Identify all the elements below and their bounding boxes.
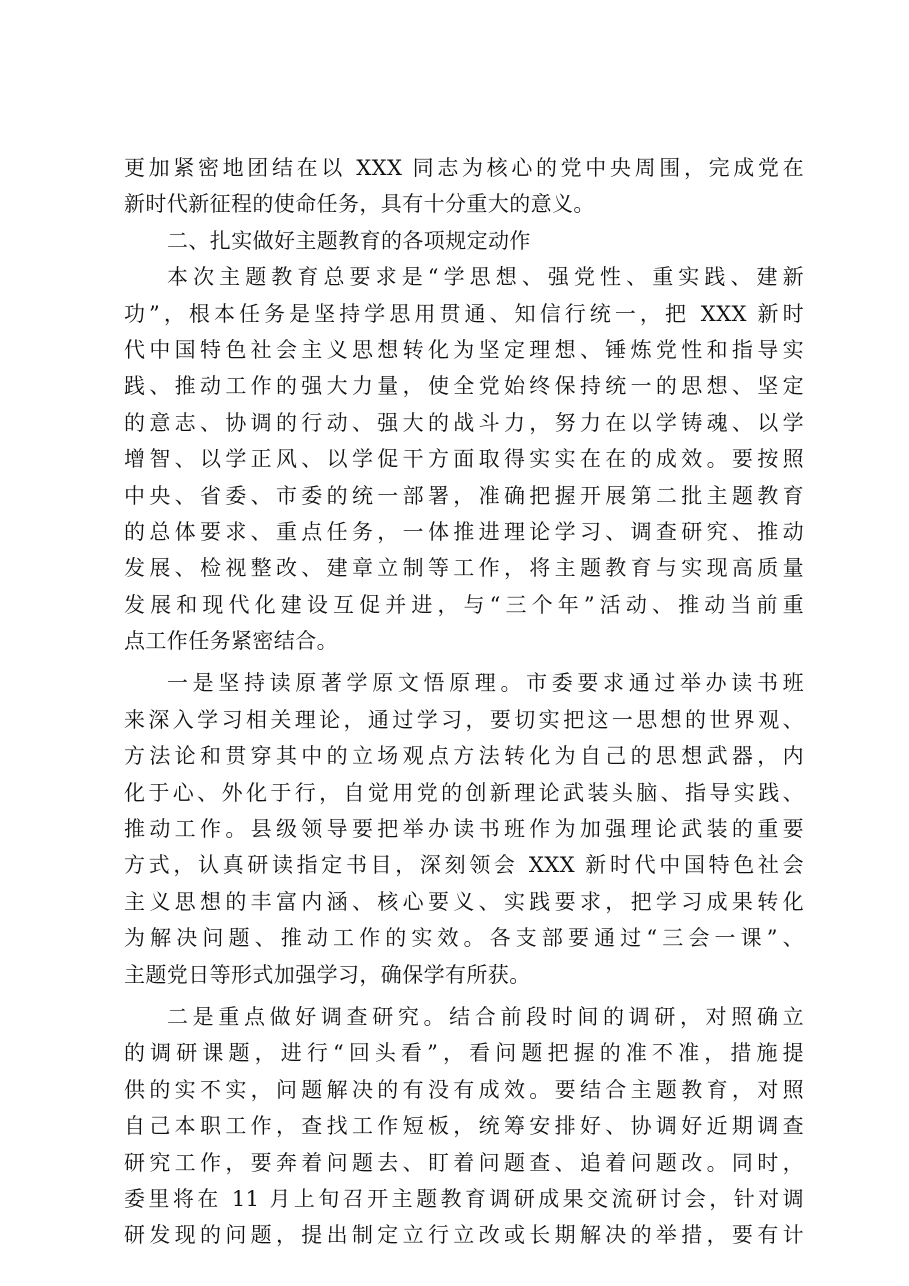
section-heading: 二、扎实做好主题教育的各项规定动作 [167, 228, 531, 253]
paragraph-line: 来深入学习相关理论，通过学习，要切实把这一思想的世界观、 [124, 707, 804, 732]
paragraph-line: 研发现的问题，提出制定立行立改或长期解决的举措，要有计 [124, 1223, 804, 1248]
paragraph-line: 自己本职工作，查找工作短板，统筹安排好、协调好近期调查 [124, 1114, 804, 1139]
paragraph-line: 功”，根本任务是坚持学思用贯通、知信行统一，把 XXX 新时 [124, 301, 804, 326]
paragraph-line: 主义思想的丰富内涵、核心要义、实践要求，把学习成果转化 [124, 889, 804, 914]
paragraph-line: 的调研课题，进行“回头看”，看问题把握的准不准，措施提 [124, 1041, 804, 1066]
paragraph-line: 推动工作。县级领导要把举办读书班作为加强理论武装的重要 [124, 817, 804, 842]
paragraph-line: 方式，认真研读指定书目，深刻领会 XXX 新时代中国特色社会 [124, 853, 804, 878]
paragraph-line: 发展和现代化建设互促并进，与“三个年”活动、推动当前重 [124, 592, 804, 617]
paragraph-line: 二是重点做好调查研究。结合前段时间的调研，对照确立 [167, 1004, 804, 1029]
paragraph-line: 践、推动工作的强大力量，使全党始终保持统一的思想、坚定 [124, 374, 804, 399]
paragraph-line: 新时代新征程的使命任务，具有十分重大的意义。 [124, 192, 595, 217]
document-body [124, 150, 804, 1254]
paragraph-line: 的意志、协调的行动、强大的战斗力，努力在以学铸魂、以学 [124, 410, 804, 435]
paragraph-line: 的总体要求、重点任务，一体推进理论学习、调查研究、推动 [124, 519, 804, 544]
paragraph-line: 点工作任务紧密结合。 [124, 629, 338, 654]
paragraph-line: 为解决问题、推动工作的实效。各支部要通过“三会一课”、 [124, 926, 804, 951]
paragraph-line: 供的实不实，问题解决的有没有成效。要结合主题教育，对照 [124, 1077, 804, 1102]
paragraph-line: 更加紧密地团结在以 XXX 同志为核心的党中央周围，完成党在 [124, 156, 804, 180]
paragraph-line: 委里将在 11 月上旬召开主题教育调研成果交流研讨会，针对调 [124, 1186, 804, 1211]
paragraph-line: 增智、以学正风、以学促干方面取得实实在在的成效。要按照 [124, 447, 804, 472]
paragraph-line: 一是坚持读原著学原文悟原理。市委要求通过举办读书班 [167, 671, 804, 696]
paragraph-line: 研究工作，要奔着问题去、盯着问题查、追着问题改。同时， [124, 1150, 804, 1175]
paragraph-line: 主题党日等形式加强学习，确保学有所获。 [124, 962, 531, 987]
paragraph-line: 代中国特色社会主义思想转化为坚定理想、锤炼党性和指导实 [124, 337, 804, 362]
paragraph-line: 发展、检视整改、建章立制等工作，将主题教育与实现高质量 [124, 556, 804, 581]
paragraph-line: 方法论和贯穿其中的立场观点方法转化为自己的思想武器，内 [124, 744, 804, 769]
paragraph-line: 化于心、外化于行，自觉用党的创新理论武装头脑、指导实践、 [124, 780, 804, 805]
paragraph-line: 本次主题教育总要求是“学思想、强党性、重实践、建新 [167, 265, 804, 290]
paragraph-line: 中央、省委、市委的统一部署，准确把握开展第二批主题教育 [124, 483, 804, 508]
